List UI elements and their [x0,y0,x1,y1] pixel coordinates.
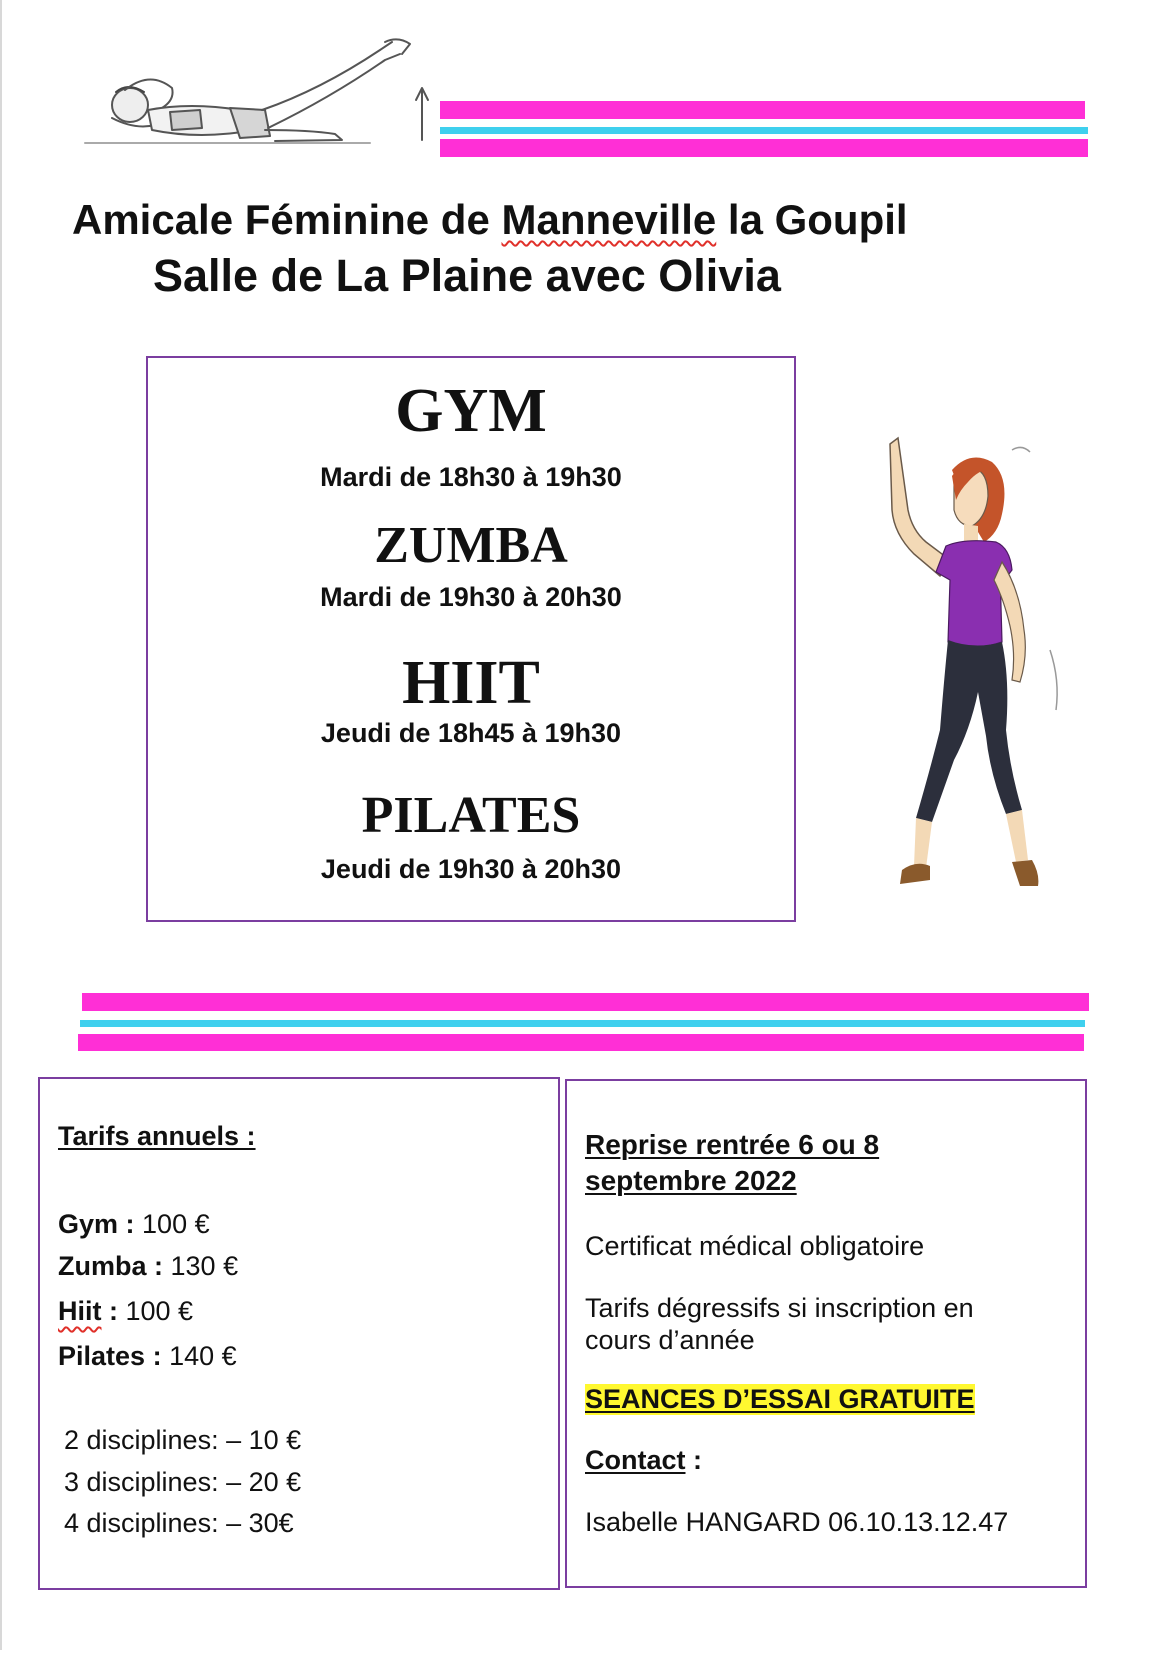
tarifs-heading: Tarifs annuels : [58,1121,256,1151]
contact-label: Contact : [585,1445,702,1475]
tarif-hiit: Hiit : 100 € [58,1296,194,1326]
discipline-zumba: ZUMBA [374,517,568,574]
middle-stripe-cyan [80,1020,1085,1027]
top-stripe-pink-2 [440,139,1088,157]
time-gym: Mardi de 18h30 à 19h30 [320,462,622,492]
discipline-hiit: HIIT [402,649,540,717]
tarif-zumba: Zumba : 130 € [58,1251,239,1281]
degressifs-line-2: cours d’année [585,1325,755,1355]
page-subtitle: Salle de La Plaine avec Olivia [153,250,781,301]
stretching-woman-icon [80,30,430,160]
dancing-woman-icon [860,430,1080,900]
time-zumba: Mardi de 19h30 à 20h30 [320,582,622,612]
page-title: Amicale Féminine de Manneville la Goupil [72,196,908,243]
discount-4: 4 disciplines: – 30€ [64,1508,294,1538]
certificat-text: Certificat médical obligatoire [585,1231,925,1261]
degressifs-line-1: Tarifs dégressifs si inscription en [585,1293,974,1323]
contact-text: Isabelle HANGARD 06.10.13.12.47 [585,1507,1009,1537]
time-hiit: Jeudi de 18h45 à 19h30 [320,718,622,748]
middle-stripe-pink-2 [78,1034,1084,1051]
discipline-pilates: PILATES [361,787,581,844]
discount-3: 3 disciplines: – 20 € [64,1467,302,1497]
tarif-pilates: Pilates : 140 € [58,1341,237,1371]
reprise-line-2: septembre 2022 [585,1165,797,1196]
seances-essai-badge: SEANCES D’ESSAI GRATUITE [585,1384,975,1414]
top-stripe-cyan [440,127,1088,134]
info-box [565,1079,1087,1588]
reprise-line-1: Reprise rentrée 6 ou 8 [585,1129,880,1160]
page-edge [0,0,2,1650]
discount-2: 2 disciplines: – 10 € [64,1425,302,1455]
middle-stripe-pink-1 [82,993,1089,1011]
top-stripe-pink-1 [440,101,1085,119]
tarif-gym: Gym : 100 € [58,1209,210,1239]
discipline-gym: GYM [395,377,547,445]
schedule-box [146,356,796,922]
tarifs-box [38,1077,560,1590]
time-pilates: Jeudi de 19h30 à 20h30 [320,854,622,884]
